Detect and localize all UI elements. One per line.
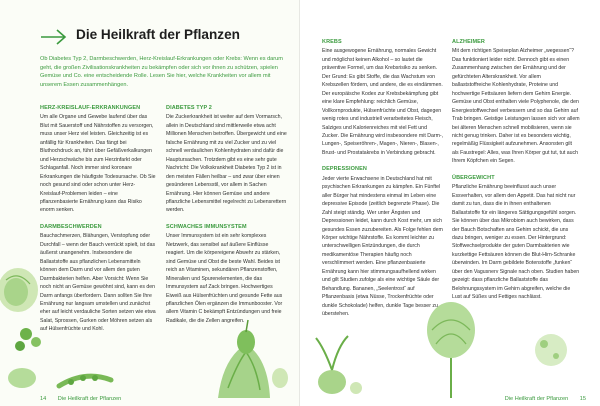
text-column-2 — [166, 104, 288, 333]
page-number: 15 — [579, 396, 586, 402]
section-heading: DEPRESSIONEN — [322, 166, 367, 173]
section-text: Bauchschmerzen, Blähungen, Verstopfung oder Durchfall – wenn der Bauch verrückt spielt, ist das äußerst unangenehm. Insbesondere die Ballaststoffe aus pflanzlichen Lebensmitteln können dem Darm und vor allem den guten Darmbakterien helfen. Aber Vorsicht: Wenn Sie noch nicht an Gemüse gewöhnt sind, kann es den Darm anfangs überfordern. Dann sollten Sie Ihre Ernährung nur langsam umstellen und zunächst eher auf leicht verdauliche Sorten setzen wie etwa Salat, Sprossen, Gurken oder Möhren setzen als auf Hülsenfrüchte und Kohl. — [40, 233, 156, 333]
lettuce-icon — [420, 300, 482, 400]
section-text: Unser Immunsystem ist ein sehr komplexes Netzwerk, das sensibel auf äußere Einflüsse reagiert. Um die körpereigene Abwehr zu stärken, sind Gemüse und Obst die beste Wahl. Beides ist reich an Vitaminen, sekundären Pflanzenstoffen, Mineralien und Spurenelementen, die das Immunsystem auf Zack bringen. Hochwertiges Eiweiß aus Hülsenfrüchten und gesunde Fette aus pflanzlichen Ölen ergänzen die Immunbooster. Vor allem Vitamin C bekämpft Entzündungen und freie Radikale, die die Zellen angreifen. — [166, 233, 283, 324]
running-title: Die Heilkraft der Pflanzen — [57, 396, 122, 402]
arrow-icon — [40, 26, 68, 48]
section-heading: KREBS — [322, 39, 342, 45]
section-text: Jeder vierte Erwachsene in Deutschland hat mit psychischen Erkrankungen zu kämpfen. Ein Fünftel aller Bürger hat mindestens einmal im Leben eine depressive Episode (zeitlich begrenzte Phase). Die Zahl steigt ständig. Wer unter Ängsten und Depressionen leidet, kann durch Kost mehr, um sich gesundes Essen zuzubereiten. Als Folge fehlen dem Körper wichtige Nährstoffe. Es kommt leichter zu unterschwelligen Entzündungen, die durch medikamentöse Therapien häufig noch verschlimmert werden. Eine pflanzenbasierte Ernährung kann hier stimmungsaufhellend wirken und gilt Studien zufolge als eine wichtige Säule der Behandlung. Bananen, „Seelentrost“ auf Pflanzenbasis (etwa Nüsse, Trockenfrüchte oder dunkle Schokolade) helfen, dunkle Tage besser zu überstehen. — [322, 175, 443, 318]
section-heading: DIABETES TYP 2 — [166, 105, 212, 111]
text-column-4 — [452, 38, 580, 310]
right-page — [300, 0, 600, 406]
section-heading: SCHWACHES IMMUNSYSTEM — [166, 223, 247, 230]
section-heading: HERZ-KREISLAUF-ERKRANKUNGEN — [40, 105, 141, 111]
section-text: Die Zuckerkrankheit ist weiter auf dem Vormarsch, allein in Deutschland sind mittlerweile etwa acht Millionen Menschen betroffen. Übergewicht und eine falsche Ernährung mit zu viel Zucker und zu viel schnell verdaulichen Kohlenhydraten sind dafür die Hauptursachen. Trotzdem gibt es eine sehr gute Nachricht: Die Volkskrankheit Diabetes Typ 2 ist in den meisten Fällen heilbar – und zwar über einen gesünderen Lebensstil, vor allem in Sachen Ernährung. Hier können Gemüse und andere pflanzliche Lebensmittel regelrecht zu Lebensrettern werden. — [166, 114, 287, 214]
artichoke-icon — [188, 318, 293, 400]
section-text: Pflanzliche Ernährung beeinflusst auch unser Essverhalten, vor allem den Appetit. Das hat nicht nur damit zu tun, dass die in ihnen enthaltenen Ballaststoffe für ein längeres Sättigungsgefühl sorgen. Sie können über das Mikrobiom auch bewirken, dass der Bauch Botschaften ans Gehirn schickt, die uns dazu bringen, weniger zu essen. Der Hintergrund: Stoffwechselprodukte der guten Darmbakterien wie kurzkettige Fettsäuren können die Blut-Hirn-Schranke überwinden. Im Darm gebildete Botenstoffe „funken“ über den Vagusnerv Signale nach oben. Studien haben gezeigt: dass pflanzliche Ballaststoffe das Belohnungssystem im Gehirn abgreifen, welche die Lust auf Süßes und Fettiges nachlässt. — [452, 184, 580, 301]
mushroom-icon — [526, 320, 576, 390]
footer-right — [505, 396, 586, 402]
text-column-1 — [40, 104, 156, 342]
section-text: Eine ausgewogene Ernährung, normales Gewicht und möglichst keinen Alkohol – so lautet die präventive Formel, um das Krebsrisiko zu senken. Der Grund: Es gibt Stoffe, die das Wachstum von Krebszellen fördern, und andere, die es eindämmen. Der europäische Kodex zur Krebsbekämpfung gibt eine klare Empfehlung: reichlich Gemüse, Vollkornprodukte, Hülsenfrüchte und Obst, dagegen wenig rotes und industriell verarbeitetes Fleisch, Salziges und Kalorienreiches mit viel Fett und Zucker. Die Ernährung wird insbesondere mit Darm-, Lungen-, Speiseröhren-, Magen-, Nieren-, Blasen-, Brust- und Prostatakrebs in Verbindung gebracht. — [322, 48, 444, 156]
radish-icon — [302, 330, 372, 400]
page-number: 14 — [40, 396, 47, 402]
section-heading: ÜBERGEWICHT — [452, 174, 495, 181]
section-heading: DARMBESCHWERDEN — [40, 223, 102, 230]
section-heading: ALZHEIMER — [452, 39, 485, 45]
title-row — [40, 26, 292, 48]
cabbage-icon — [0, 250, 52, 400]
section-text: Um alle Organe und Gewebe laufend über das Blut mit Sauerstoff und Nährstoffen zu versorgen, muss unser Herz viel leisten. Gleichzeitig ist es anfällig für Krankheiten. Das fängt bei Bluthochdruck an, führt über Gefäßverkalkungen und Herzschwäche bis zum Herzinfarkt oder Schlaganfall. Noch immer sind koronare Erkrankungen die häufigste Todesursache. Ob Sie noch gesund sind oder schon unter Herz-Kreislauf-Problemen leiden – eine pflanzenbasierte Ernährung kann das Risiko enorm senken. — [40, 114, 156, 214]
peas-icon — [55, 340, 115, 400]
page-title: Die Heilkraft der Pflanzen — [76, 27, 240, 42]
section-text: Mit dem richtigen Speiseplan Alzheimer „wegessen“? Das funktioniert leider nicht. Dennoch gibt es einen Zusammenhang zwischen der Ernährung und der gefürchteten Alterskrankheit. Vor allem ballaststoffreiche Kohlenhydrate, Proteine und hochwertige Fettsäuren liefern dem Gehirn Energie. Gemüse und Obst enthalten viele Polyphenole, die den Energiestoffwechsel verbessern und so das Gehirn auf Trab bringen. Geistige Leistungen lassen sich vor allem bei älteren Menschen schnell mobilisieren, wenn sie nicht genug trinken. Daher ist es besonders wichtig, regelmäßig Flüssigkeit aufzunehmen. Ansonsten gilt als Faustregel: Alles, was Ihren Körper gut tut, tut auch Ihrem Köpfchen ein Segen. — [452, 48, 580, 165]
intro-text: Ob Diabetes Typ 2, Darmbeschwerden, Herz-Kreislauf-Erkrankungen oder Krebs: Wenn es darum geht, die großen Zivilisationskrankheiten zu bekämpfen oder sich vor ihnen zu schützen, spielen Gemüse und Co. eine entscheidende Rolle. Lesen Sie hier, welche Krankheiten vor allem mit unserem Essen zusammenhängen. — [40, 56, 283, 89]
text-column-3 — [322, 38, 444, 327]
footer-left — [40, 396, 121, 402]
running-title: Die Heilkraft der Pflanzen — [504, 396, 569, 402]
